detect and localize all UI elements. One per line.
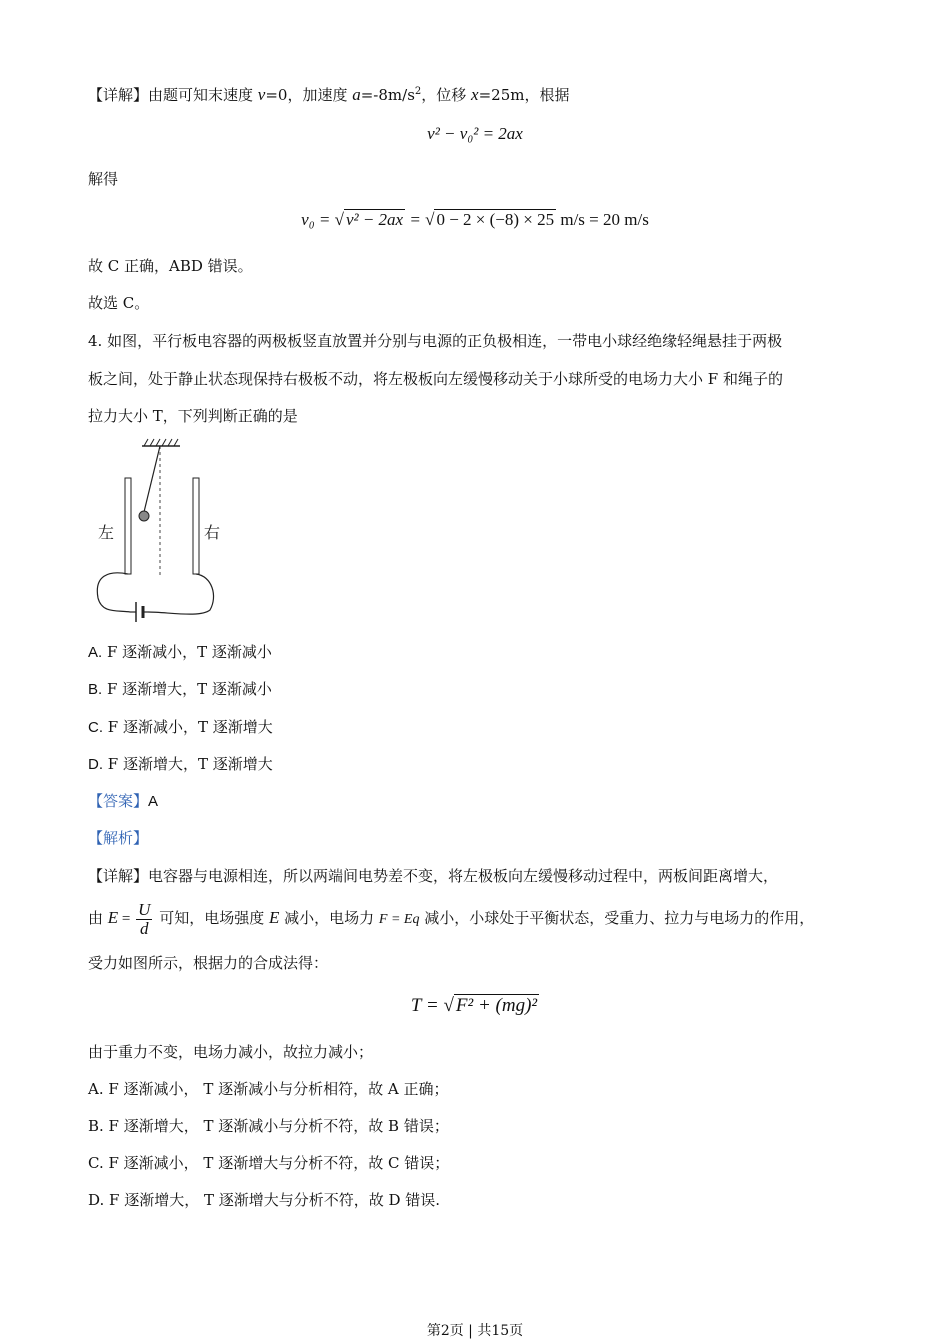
question-line-1: 4. 如图，平行板电容器的两极板竖直放置并分别与电源的正负极相连，一带电小球经绝缘轻绳悬挂于两极 <box>88 332 783 350</box>
left-label: 左 <box>98 523 115 542</box>
ceiling-hatch <box>142 439 180 446</box>
detail-tag: 【详解】 <box>88 86 149 104</box>
question-line-3: 拉力大小 T，下列判断正确的是 <box>88 407 298 425</box>
analysis-tag: 【解析】 <box>88 829 149 847</box>
check-c: C. F 逐渐减小， T 逐渐增大与分析不符，故 C 错误； <box>88 1154 450 1172</box>
equation-tension: T = √ F² + (mg)² <box>410 995 538 1016</box>
detail-paragraph-2-line-3: 受力如图所示，根据力的合成法得： <box>88 954 329 972</box>
answer-line: 【答案】A <box>88 792 159 810</box>
detail-paragraph-2-line-1: 【详解】电容器与电源相连，所以两端间电势差不变，将左极板向左缓慢移动过程中，两板间距离增大， <box>88 867 779 885</box>
option-c: C. F 逐渐减小，T 逐渐增大 <box>88 718 273 736</box>
page-footer: 第2页 | 共15页 <box>426 1323 524 1339</box>
suspension-string <box>144 446 160 512</box>
check-b: B. F 逐渐增大， T 逐渐减小与分析不符，故 B 错误； <box>88 1117 449 1135</box>
result-line: 由于重力不变，电场力减小，故拉力减小； <box>88 1043 374 1061</box>
left-wire <box>97 573 130 612</box>
option-a: A. F 逐渐减小，T 逐渐减小 <box>88 643 272 661</box>
detail-paragraph-2-line-2: 由 E = $\frac{U}{d}$ 可知，电场强度 E 减小，电场力 F = Eq 减小，小球处于平衡状态，受重力、拉力与电场力的作用， <box>88 899 815 938</box>
option-d: D. F 逐渐增大，T 逐渐增大 <box>88 755 273 773</box>
conclusion-1: 故 C 正确，ABD 错误。 <box>88 257 253 275</box>
equation-kinematics: v² − v₀² = 2ax <box>427 124 523 143</box>
right-label: 右 <box>204 523 221 542</box>
capacitor-figure <box>88 436 228 636</box>
left-plate <box>125 478 131 574</box>
charged-ball <box>139 511 149 521</box>
solve-word: 解得 <box>88 170 119 188</box>
detail-paragraph-1: 【详解】由题可知末速度 v=0，加速度 $a=-8m/s^2$，位移 x=25m，根据 <box>88 85 570 104</box>
right-wire <box>148 574 214 614</box>
choice-1: 故选 C。 <box>88 294 150 312</box>
equation-initial-velocity: v₀ = √ v² − 2ax = √ 0 − 2 × (−8) × 25 m/s = 20 m/s <box>301 210 649 229</box>
check-a: A. F 逐渐减小， T 逐渐减小与分析相符，故 A 正确； <box>88 1080 449 1098</box>
option-b: B. F 逐渐增大，T 逐渐减小 <box>88 680 272 698</box>
fraction-u-over-d: $\frac{U}{d}$ <box>138 899 151 938</box>
question-line-2: 板之间，处于静止状态现保持右极板不动，将左极板向左缓慢移动关于小球所受的电场力大小 F 和绳子的 <box>88 370 783 388</box>
right-plate <box>193 478 199 574</box>
check-d: D. F 逐渐增大， T 逐渐增大与分析不符，故 D 错误. <box>88 1191 441 1209</box>
